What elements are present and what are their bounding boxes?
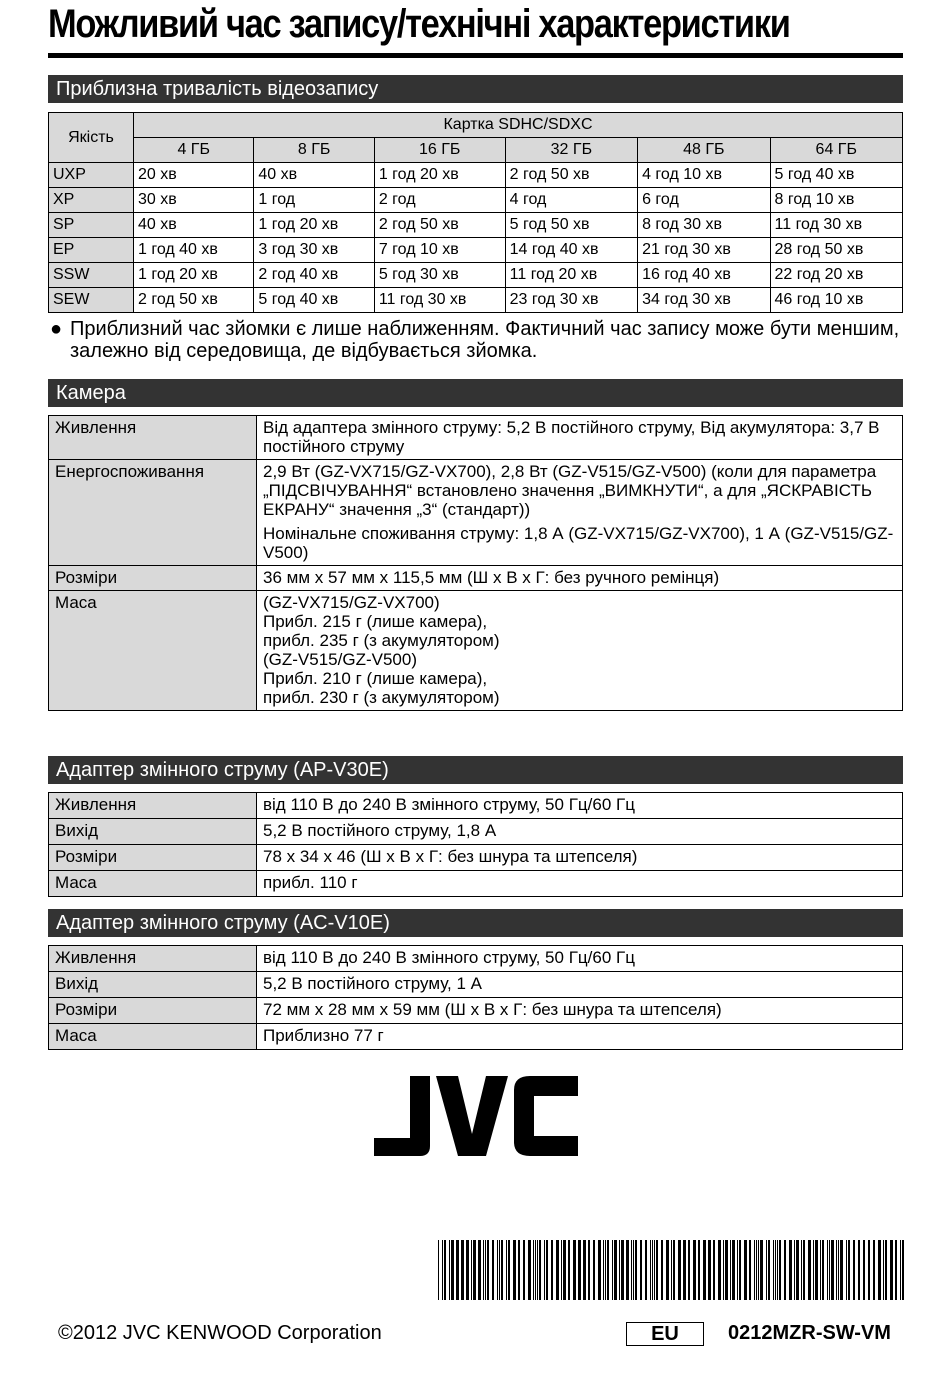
spec-label: Живлення: [49, 946, 257, 972]
recording-note: [48, 318, 903, 362]
duration-cell: 2 год: [374, 188, 505, 213]
page-title: Можливий час запису/технічні характеристики: [48, 2, 790, 46]
spec-value: 72 мм x 28 мм x 59 мм (Ш x В x Г: без шнура та штепселя): [257, 998, 903, 1024]
adapter2-section-title: Адаптер змінного струму (AC-V10E): [48, 909, 903, 937]
spec-label: Живлення: [49, 793, 257, 819]
jvc-logo: [372, 1076, 578, 1156]
duration-cell: 2 год 40 хв: [254, 263, 374, 288]
duration-cell: 1 год 20 хв: [374, 163, 505, 188]
duration-cell: 30 хв: [134, 188, 254, 213]
quality-cell: XP: [49, 188, 134, 213]
quality-cell: EP: [49, 238, 134, 263]
table-row: [49, 998, 903, 1024]
table-row: [49, 263, 903, 288]
table-row: [49, 288, 903, 313]
spec-label: Енергоспоживання: [49, 460, 257, 566]
spec-value: [257, 460, 903, 566]
quality-cell: SEW: [49, 288, 134, 313]
camera-spec-table: [48, 415, 903, 711]
table-row: [49, 238, 903, 263]
spec-label: Вихід: [49, 819, 257, 845]
spec-label: Розміри: [49, 566, 257, 591]
capacity-header: 48 ГБ: [638, 138, 770, 163]
table-row: [49, 871, 903, 897]
spec-label: Маса: [49, 871, 257, 897]
duration-cell: 2 год 50 хв: [374, 213, 505, 238]
duration-cell: 4 год: [505, 188, 637, 213]
duration-cell: 1 год 20 хв: [254, 213, 374, 238]
duration-cell: 23 год 30 хв: [505, 288, 637, 313]
consumption-text: 2,9 Вт (GZ-VX715/GZ-VX700), 2,8 Вт (GZ-V515/GZ-V500) (коли для параметра „ПІДСВІЧУВАННЯ“ встановлено значення „ВИМКНУТИ“, а для „ЯСКРАВІСТЬ ЕКРАНУ“ значення „3“ (стандарт)): [263, 462, 877, 519]
quality-header: Якість: [49, 113, 134, 163]
mass-line: (GZ-VX715/GZ-VX700): [263, 593, 440, 612]
duration-cell: 11 год 30 хв: [770, 213, 902, 238]
spec-value: Приблизно 77 г: [257, 1024, 903, 1050]
spec-label: Маса: [49, 591, 257, 711]
spec-value: прибл. 110 г: [257, 871, 903, 897]
duration-cell: 22 год 20 хв: [770, 263, 902, 288]
spec-value: 5,2 В постійного струму, 1,8 А: [257, 819, 903, 845]
table-row: [49, 591, 903, 711]
duration-cell: 5 год 50 хв: [505, 213, 637, 238]
duration-cell: 28 год 50 хв: [770, 238, 902, 263]
spec-label: Розміри: [49, 845, 257, 871]
duration-cell: 8 год 10 хв: [770, 188, 902, 213]
duration-cell: 1 год 20 хв: [134, 263, 254, 288]
duration-cell: 7 год 10 хв: [374, 238, 505, 263]
rated-current-text: Номінальне споживання струму: 1,8 А (GZ-VX715/GZ-VX700), 1 А (GZ-V515/GZ-V500): [263, 524, 894, 562]
title-rule: [48, 53, 903, 58]
duration-cell: 1 год: [254, 188, 374, 213]
barcode: [438, 1240, 908, 1300]
duration-cell: 14 год 40 хв: [505, 238, 637, 263]
duration-cell: 34 год 30 хв: [638, 288, 770, 313]
table-row: [49, 460, 903, 566]
adapter1-spec-table: [48, 792, 903, 897]
mass-line: (GZ-V515/GZ-V500): [263, 650, 417, 669]
recording-time-table: [48, 112, 903, 313]
duration-cell: 20 хв: [134, 163, 254, 188]
video-section-title: Приблизна тривалість відеозапису: [48, 75, 903, 103]
spec-value: 78 x 34 x 46 (Ш x В x Г: без шнура та штепселя): [257, 845, 903, 871]
capacity-header: 16 ГБ: [374, 138, 505, 163]
duration-cell: 46 год 10 хв: [770, 288, 902, 313]
mass-line: прибл. 230 г (з акумулятором): [263, 688, 500, 707]
region-badge: EU: [626, 1322, 704, 1346]
mass-line: Прибл. 210 г (лише камера),: [263, 669, 488, 688]
table-row: [49, 566, 903, 591]
capacity-header: 32 ГБ: [505, 138, 637, 163]
camera-section-title: Камера: [48, 379, 903, 407]
spec-label: Вихід: [49, 972, 257, 998]
adapter1-section-title: Адаптер змінного струму (AP-V30E): [48, 756, 903, 784]
mass-line: Прибл. 215 г (лише камера),: [263, 612, 488, 631]
duration-cell: 11 год 20 хв: [505, 263, 637, 288]
duration-cell: 11 год 30 хв: [374, 288, 505, 313]
table-row: [49, 845, 903, 871]
capacity-header: 8 ГБ: [254, 138, 374, 163]
duration-cell: 5 год 40 хв: [254, 288, 374, 313]
duration-cell: 3 год 30 хв: [254, 238, 374, 263]
duration-cell: 21 год 30 хв: [638, 238, 770, 263]
spec-label: Розміри: [49, 998, 257, 1024]
duration-cell: 40 хв: [134, 213, 254, 238]
card-header: Картка SDHC/SDXC: [134, 113, 903, 138]
capacity-header: 4 ГБ: [134, 138, 254, 163]
table-row: [49, 416, 903, 460]
table-row: [49, 163, 903, 188]
document-code: 0212MZR-SW-VM: [728, 1322, 891, 1344]
duration-cell: 8 год 30 хв: [638, 213, 770, 238]
duration-cell: 4 год 10 хв: [638, 163, 770, 188]
spec-value: 36 мм x 57 мм x 115,5 мм (Ш x В x Г: без ручного ремінця): [257, 566, 903, 591]
spec-value: від 110 В до 240 В змінного струму, 50 Гц/60 Гц: [257, 946, 903, 972]
spec-value: від 110 В до 240 В змінного струму, 50 Гц/60 Гц: [257, 793, 903, 819]
table-row: [49, 213, 903, 238]
quality-cell: SP: [49, 213, 134, 238]
quality-cell: SSW: [49, 263, 134, 288]
spec-label: Живлення: [49, 416, 257, 460]
table-row: [49, 946, 903, 972]
table-row: [49, 819, 903, 845]
table-row: [49, 188, 903, 213]
duration-cell: 2 год 50 хв: [134, 288, 254, 313]
table-row: [49, 1024, 903, 1050]
quality-cell: UXP: [49, 163, 134, 188]
bullet-icon: ●: [50, 318, 63, 340]
adapter2-spec-table: [48, 945, 903, 1050]
table-row: [49, 972, 903, 998]
spec-label: Маса: [49, 1024, 257, 1050]
spec-value: [257, 591, 903, 711]
spec-value: Від адаптера змінного струму: 5,2 В постійного струму, Від акумулятора: 3,7 В постійного струму: [257, 416, 903, 460]
duration-cell: 6 год: [638, 188, 770, 213]
duration-cell: 16 год 40 хв: [638, 263, 770, 288]
duration-cell: 2 год 50 хв: [505, 163, 637, 188]
duration-cell: 5 год 40 хв: [770, 163, 902, 188]
duration-cell: 40 хв: [254, 163, 374, 188]
table-row: [49, 793, 903, 819]
duration-cell: 5 год 30 хв: [374, 263, 505, 288]
capacity-header: 64 ГБ: [770, 138, 902, 163]
copyright: ©2012 JVC KENWOOD Corporation: [58, 1322, 382, 1344]
note-text: Приблизний час зйомки є лише наближенням. Фактичний час запису може бути меншим, залежно від середовища, де відбувається зйомка.: [70, 318, 900, 362]
duration-cell: 1 год 40 хв: [134, 238, 254, 263]
mass-line: прибл. 235 г (з акумулятором): [263, 631, 500, 650]
spec-value: 5,2 В постійного струму, 1 А: [257, 972, 903, 998]
